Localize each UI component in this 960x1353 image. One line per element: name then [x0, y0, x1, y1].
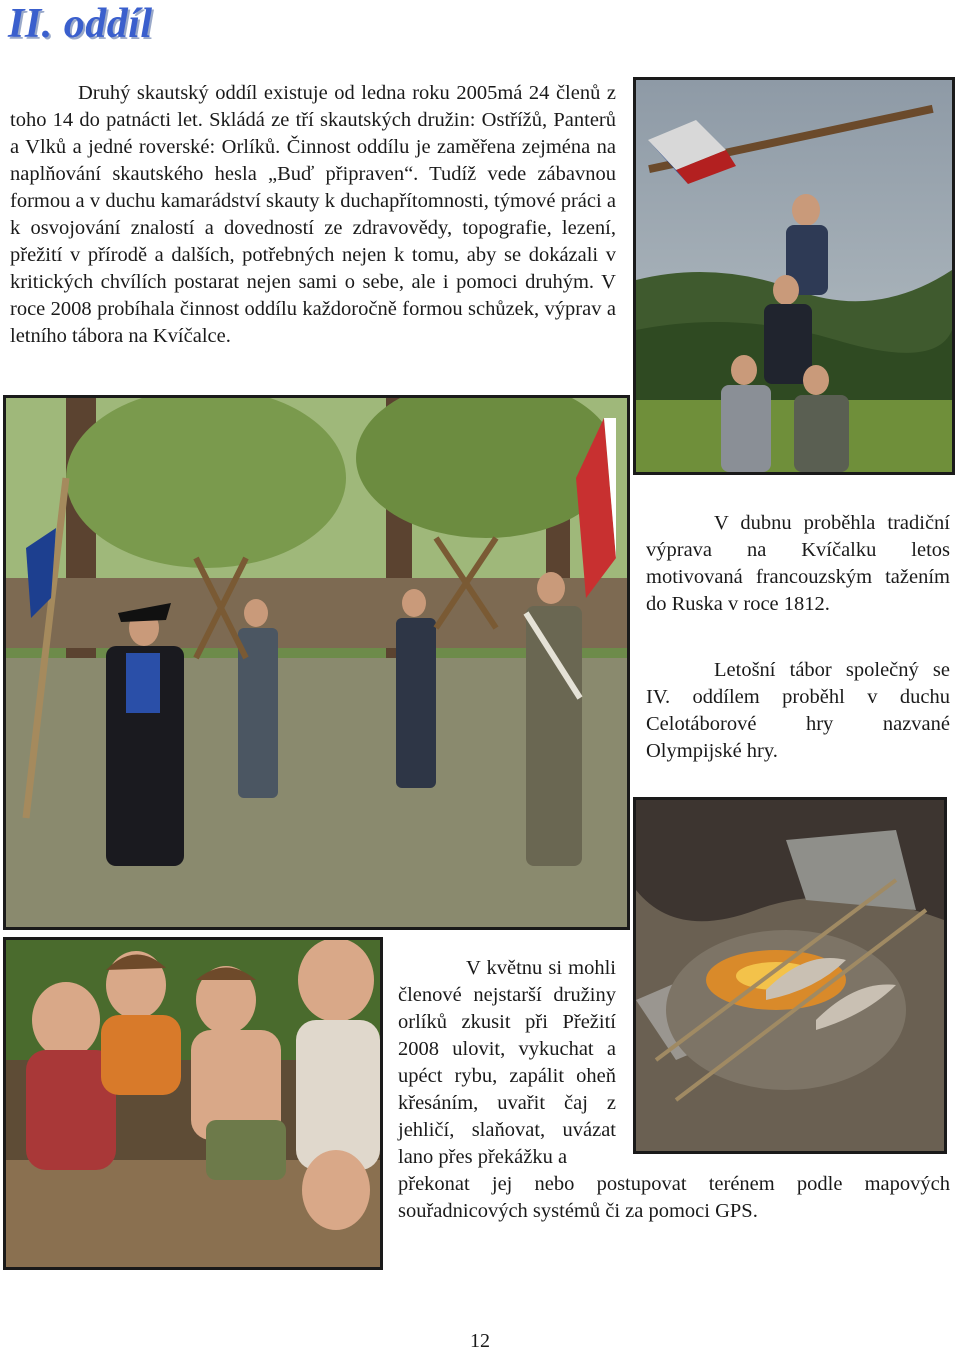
photo-costumed-group [3, 395, 630, 930]
page-number: 12 [470, 1330, 490, 1352]
page-title: II. oddíl [8, 1, 153, 47]
photo-human-pyramid [633, 77, 955, 475]
photo-boys-at-fire [3, 937, 383, 1270]
may-paragraph-narrow: V květnu si mohli členové nejstarší družiny orlíků zkusit při Přežití 2008 ulovit, vykuchat a upéct rybu, zapálit oheň křesáním, uvařit čaj z jehličí, slaňovat, uvázat lano přes překážku a [398, 957, 616, 1168]
may-paragraph [398, 955, 950, 1225]
may-paragraph-wide: překonat jej nebo postupovat terénem podle mapových souřadnicových systémů či za pomoci GPS. [398, 1173, 950, 1222]
intro-paragraph: Druhý skautský oddíl existuje od ledna roku 2005má 24 členů z toho 14 do patnácti let. Skládá ze tří skautských družin: Ostřížů, Panterů a Vlků a jedné roverské: Orlíků. Činnost oddílu je zaměřena zejména na naplňování skautského hesla „Buď připraven“. Tudíž vede zábavnou formou a v duchu kamarádství skauty k duchapřítomnosti, týmové práci a k osvojování znalostí a dovedností ze zdravovědy, topografie, lezení, přežití v přírodě a dalších, potřebných nejen k tomu, aby se dokázali v kritických chvílích postarat nejen sami o sebe, ale i pomoci druhým. V roce 2008 probíhala činnost oddílu každoročně formou schůzek, výprav a letního tábora na Kvíčalce. [10, 82, 616, 347]
camp-paragraph: Letošní tábor společný se IV. oddílem proběhl v duchu Celotáborové hry nazvané Olympijské hry. [646, 659, 950, 762]
april-paragraph: V dubnu proběhla tradiční výprava na Kvíčalku letos motivovaná francouzským tažením do Ruska v roce 1812. [646, 512, 950, 615]
